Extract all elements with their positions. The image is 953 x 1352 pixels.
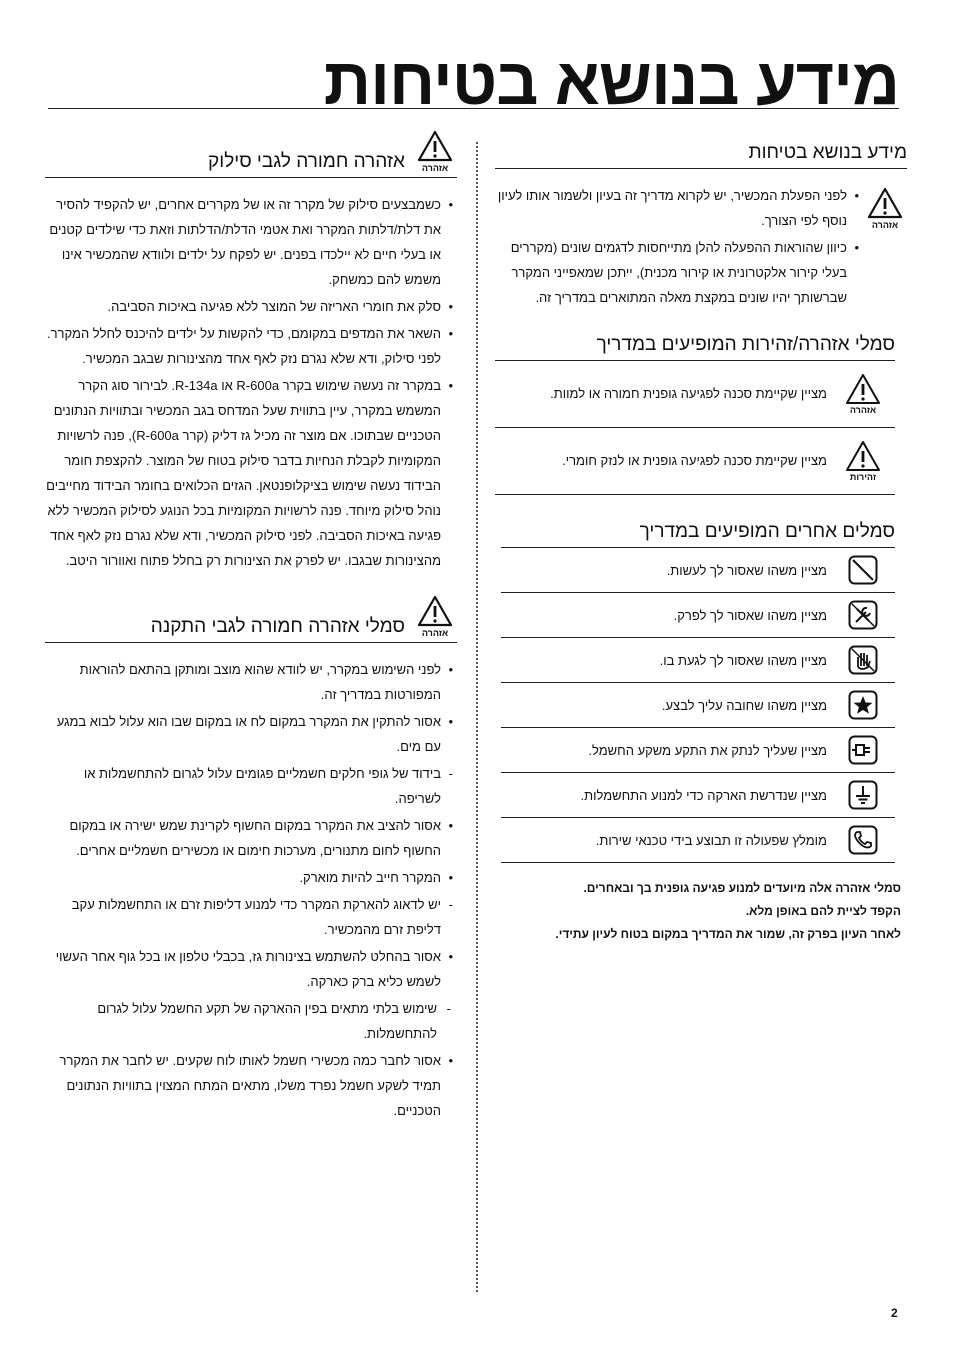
table-row bbox=[501, 548, 895, 593]
install-list bbox=[45, 657, 457, 1123]
symbol-text: מציין משהו שאסור לך לגעת בו. bbox=[659, 652, 827, 668]
left-column bbox=[45, 130, 457, 1125]
note-line: לאחר העיון בפרק זה, שמור את המדריך במקום בטוח לעיון עתידי. bbox=[555, 927, 901, 941]
important-star-icon bbox=[831, 690, 895, 720]
warn-symbol-text: מציין שקיימת סכנה לפגיעה גופנית או לנזק חומרי. bbox=[562, 453, 827, 468]
other-symbols-heading bbox=[501, 521, 895, 548]
symbol-text: מציין משהו שחובה עליך לבצע. bbox=[661, 697, 827, 713]
caution-icon-label: זהירות bbox=[849, 472, 877, 482]
list-item: • במקרר זה נעשה שימוש בקרר R-600a או R-134a. לבירור סוג הקרר המשמש במקרר, עיין בתווית שעל המדחס בגב המכשיר ובתוויות הנתונים הטכניים שבתוכו. אם מוצר זה מכיל גז דליק (קרר R-600a), פנה לרשויות המקומיות לקבלת הנחיות בדבר סילוק בטוח של המוצר. להקצפת חומר הבידוד נעשה שימוש בציקלופנטאן. הגזים הכלואים בחומר הבידוד מחייבים נוהל סילוק מיוחד. פנה לרשויות המקומיות בכל הנוגע לסילוק המכשיר ללא פגיעה באיכות הסביבה. לפני סילוק המכשיר, ודא שלא נגרם נזק לאף אחד מהצינורות שבגבו. יש לפרק את הצינורות רק בחלל פתוח ואוורור היטב. bbox=[45, 373, 453, 573]
safety-info-block bbox=[495, 183, 907, 312]
table-row bbox=[495, 361, 895, 428]
list-item: - יש לדאוג להארקת המקרר כדי למנוע דליפות זרם או התחשמלות עקב דליפת זרם מהמכשיר. bbox=[45, 892, 453, 942]
list-item: • המקרר חייב להיות מוארק. bbox=[45, 865, 453, 890]
symbol-text: מציין שנדרשת הארקה כדי למנוע התחשמלות. bbox=[580, 787, 827, 803]
right-column bbox=[495, 130, 907, 946]
list-item: - שימוש בלתי מתאים בפין ההארקה של תקע החשמל עלול לגרום להתחשמלות. bbox=[45, 996, 453, 1046]
symbol-text: מציין משהו שאסור לך לפרק. bbox=[673, 607, 827, 623]
table-row bbox=[501, 818, 895, 863]
warn-symbols-heading bbox=[495, 334, 895, 361]
list-item: • אסור לחבר כמה מכשירי חשמל לאותו לוח שקעים. יש לחבר את המקרר תמיד לשקע חשמל נפרד משלו, מתאים המתח המצוין בתוויות הנתונים הטכניים. bbox=[45, 1048, 453, 1123]
column-divider bbox=[476, 142, 478, 1292]
warning-icon bbox=[831, 373, 895, 415]
unplug-icon bbox=[831, 735, 895, 765]
warning-icon bbox=[413, 595, 457, 638]
ground-icon bbox=[831, 780, 895, 810]
list-item: • סלק את חומרי האריזה של המוצר ללא פגיעה באיכות הסביבה. bbox=[45, 294, 453, 319]
page-number: 2 bbox=[891, 1306, 898, 1320]
warn-symbols-table bbox=[495, 361, 895, 495]
caution-icon bbox=[831, 440, 895, 482]
list-item: - בידוד של גופי חלקים חשמליים פגומים עלול לגרום להתחשמלות או לשריפה. bbox=[45, 761, 453, 811]
install-heading bbox=[45, 595, 457, 643]
other-symbols-title: סמלים אחרים המופיעים במדריך bbox=[639, 521, 895, 542]
list-item: • אסור בהחלט להשתמש בצינורות גז, בכבלי טלפון או בכל גוף אחר העשוי לשמש כליא ברק כארקה. bbox=[45, 944, 453, 994]
table-row bbox=[501, 773, 895, 818]
note-line: הקפד לציית להם באופן מלא. bbox=[745, 904, 901, 918]
safety-info-heading bbox=[495, 142, 907, 169]
list-item: • לפני השימוש במקרר, יש לוודא שהוא מוצב ומותקן בהתאם להוראות המפורטות במדריך זה. bbox=[45, 657, 453, 707]
warning-icon bbox=[413, 130, 457, 173]
list-item: • כיוון שהוראות ההפעלה להלן מתייחסות לדגמים שונים (מקררים בעלי קירור אלקטרונית או קירור מכנית), ייתכן שמאפייני המקרר שברשותך יהיו שונים במקצת מאלה המתוארים במדריך זה. bbox=[495, 235, 859, 310]
warn-symbols-title: סמלי אזהרה/זהירות המופיעים במדריך bbox=[596, 334, 895, 355]
list-item: • אסור להציב את המקרר במקום החשוף לקרינת שמש ישירה או במקום החשוף לחום מתנורים, מערכות חימום או מכשירים חשמליים אחרים. bbox=[45, 813, 453, 863]
no-disassemble-icon bbox=[831, 600, 895, 630]
recycle-title: אזהרה חמורה לגבי סילוק bbox=[208, 151, 405, 172]
warning-icon-label: אזהרה bbox=[421, 628, 449, 638]
title-rule bbox=[48, 108, 899, 109]
install-title: סמלי אזהרה חמורה לגבי התקנה bbox=[150, 616, 405, 637]
table-row bbox=[501, 593, 895, 638]
warning-icon-label: אזהרה bbox=[849, 405, 877, 415]
note-line: סמלי אזהרה אלה מיועדים למנוע פגיעה גופנית בך ובאחרים. bbox=[583, 881, 901, 895]
symbol-text: מציין משהו שאסור לך לעשות. bbox=[666, 562, 827, 578]
list-item: • כשמבצעים סילוק של מקרר זה או של מקררים אחרים, יש להקפיד להסיר את דלת/דלתות המקרר ואת אטמי הדלת/הדלתות וזאת כדי שילדים קטנים או בעלי חיים לא יילכדו בפנים. יש לפקח על ילדים ולוודא שהמכשיר אינו משמש להם כמשחק. bbox=[45, 192, 453, 292]
prohibited-icon bbox=[831, 555, 895, 585]
other-symbols-table bbox=[501, 548, 895, 863]
table-row bbox=[501, 683, 895, 728]
page-title: מידע בנושא בטיחות bbox=[323, 44, 899, 118]
symbol-text: מומלץ שפעולה זו תבוצע בידי טכנאי שירות. bbox=[595, 832, 827, 848]
warning-icon bbox=[863, 187, 907, 230]
symbols-note bbox=[495, 877, 907, 946]
table-row bbox=[501, 638, 895, 683]
table-row bbox=[501, 728, 895, 773]
warning-icon-label: אזהרה bbox=[421, 163, 449, 173]
phone-icon bbox=[831, 825, 895, 855]
list-item: • לפני הפעלת המכשיר, יש לקרוא מדריך זה בעיון ולשמור אותו לעיון נוסף לפי הצורך. bbox=[495, 183, 859, 233]
warning-icon-label: אזהרה bbox=[871, 220, 899, 230]
symbol-text: מציין שעליך לנתק את התקע משקע החשמל. bbox=[588, 742, 827, 758]
list-item: • השאר את המדפים במקומם, כדי להקשות על ילדים להיכנס לחלל המקרר. לפני סילוק, ודא שלא נגרם נזק לאף אחד מהצינורות שבגב המכשיר. bbox=[45, 321, 453, 371]
table-row bbox=[495, 428, 895, 495]
recycle-heading bbox=[45, 130, 457, 178]
list-item: • אסור להתקין את המקרר במקום לח או במקום שבו הוא עלול לבוא במגע עם מים. bbox=[45, 709, 453, 759]
no-touch-icon bbox=[831, 645, 895, 675]
warn-symbol-text: מציין שקיימת סכנה לפגיעה גופנית חמורה או למוות. bbox=[550, 386, 827, 401]
recycle-list bbox=[45, 192, 457, 573]
safety-info-title: מידע בנושא בטיחות bbox=[748, 142, 907, 163]
safety-info-list bbox=[495, 183, 859, 312]
